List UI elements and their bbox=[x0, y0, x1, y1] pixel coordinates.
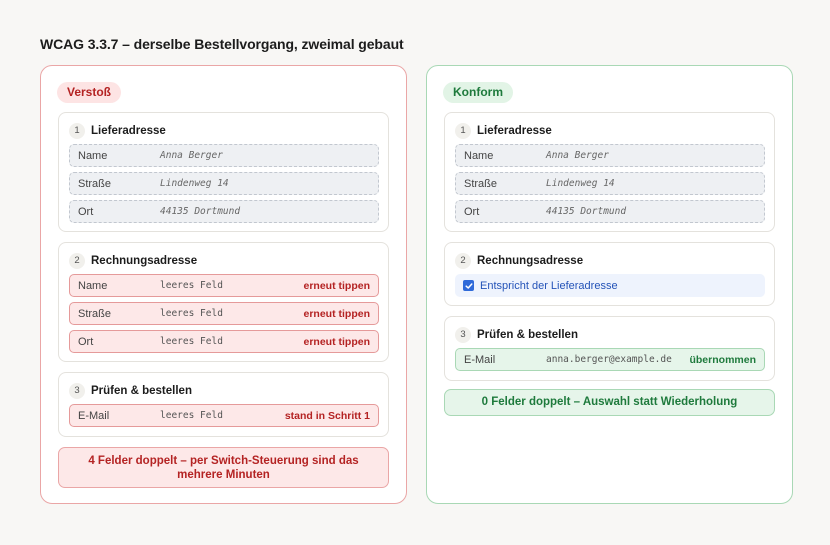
field-label: Ort bbox=[78, 205, 94, 218]
field-value: 44135 Dortmund bbox=[546, 206, 627, 217]
field-label: Name bbox=[464, 149, 494, 162]
billing-city-field[interactable] bbox=[69, 330, 379, 353]
field-value: leeres Feld bbox=[160, 280, 223, 291]
review-card bbox=[444, 316, 775, 381]
field-value: anna.berger@example.de bbox=[546, 354, 672, 365]
street-field[interactable] bbox=[69, 172, 379, 195]
violation-summary: 4 Felder doppelt – per Switch-Steuerung sind das mehrere Minuten bbox=[58, 447, 389, 488]
retype-note: erneut tippen bbox=[303, 307, 370, 320]
billing-name-field[interactable] bbox=[69, 274, 379, 297]
card-title: Lieferadresse bbox=[477, 125, 552, 137]
same-as-shipping-checkbox[interactable] bbox=[455, 274, 765, 297]
field-label: E-Mail bbox=[464, 353, 496, 366]
card-title: Rechnungsadresse bbox=[91, 255, 198, 267]
billing-address-card bbox=[58, 242, 389, 362]
field-label: Name bbox=[78, 149, 108, 162]
field-value: leeres Feld bbox=[160, 410, 223, 421]
review-card bbox=[58, 372, 389, 437]
email-field[interactable] bbox=[455, 348, 765, 371]
shipping-address-card bbox=[58, 112, 389, 232]
name-field[interactable] bbox=[455, 144, 765, 167]
step-number: 3 bbox=[455, 327, 471, 343]
field-value: Anna Berger bbox=[160, 150, 223, 161]
card-title: Prüfen & bestellen bbox=[91, 385, 192, 397]
field-label: Name bbox=[78, 279, 108, 292]
city-field[interactable] bbox=[455, 200, 765, 223]
city-field[interactable] bbox=[69, 200, 379, 223]
field-value: Lindenweg 14 bbox=[160, 178, 229, 189]
card-title: Rechnungsadresse bbox=[477, 255, 584, 267]
field-label: Ort bbox=[78, 335, 94, 348]
previous-step-note: stand in Schritt 1 bbox=[284, 409, 370, 422]
retype-note: erneut tippen bbox=[303, 279, 370, 292]
card-title: Lieferadresse bbox=[91, 125, 166, 137]
page-title: WCAG 3.3.7 – derselbe Bestellvorgang, zweimal gebaut bbox=[40, 36, 404, 52]
checkbox-label: Entspricht der Lieferadresse bbox=[480, 279, 618, 292]
step-number: 2 bbox=[455, 253, 471, 269]
retype-note: erneut tippen bbox=[303, 335, 370, 348]
step-number: 2 bbox=[69, 253, 85, 269]
billing-address-card bbox=[444, 242, 775, 306]
step-number: 1 bbox=[69, 123, 85, 139]
conform-panel bbox=[426, 65, 793, 504]
check-icon[interactable] bbox=[463, 280, 474, 291]
field-value: Lindenweg 14 bbox=[546, 178, 615, 189]
conform-summary: 0 Felder doppelt – Auswahl statt Wiederholung bbox=[444, 389, 775, 416]
billing-street-field[interactable] bbox=[69, 302, 379, 325]
name-field[interactable] bbox=[69, 144, 379, 167]
field-value: Anna Berger bbox=[546, 150, 609, 161]
field-label: Ort bbox=[464, 205, 480, 218]
field-label: E-Mail bbox=[78, 409, 110, 422]
field-label: Straße bbox=[78, 177, 112, 190]
shipping-address-card bbox=[444, 112, 775, 232]
field-value: 44135 Dortmund bbox=[160, 206, 241, 217]
email-field[interactable] bbox=[69, 404, 379, 427]
street-field[interactable] bbox=[455, 172, 765, 195]
conform-badge: Konform bbox=[443, 82, 513, 103]
violation-panel bbox=[40, 65, 407, 504]
step-number: 3 bbox=[69, 383, 85, 399]
violation-badge: Verstoß bbox=[57, 82, 121, 103]
field-label: Straße bbox=[78, 307, 112, 320]
card-title: Prüfen & bestellen bbox=[477, 329, 578, 341]
step-number: 1 bbox=[455, 123, 471, 139]
field-value: leeres Feld bbox=[160, 308, 223, 319]
field-label: Straße bbox=[464, 177, 498, 190]
field-value: leeres Feld bbox=[160, 336, 223, 347]
adopted-note: übernommen bbox=[689, 353, 756, 366]
